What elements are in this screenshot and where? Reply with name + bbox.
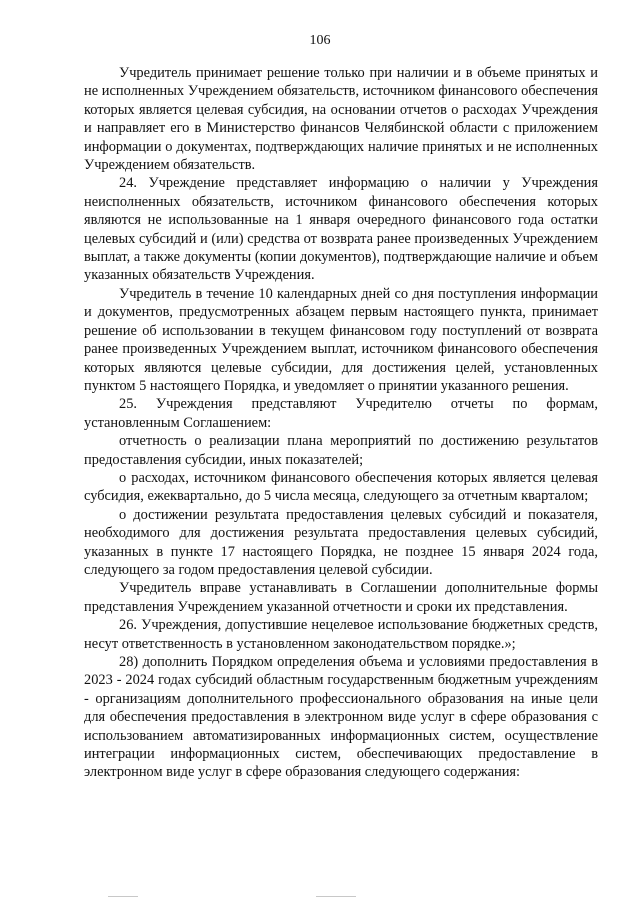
paragraph-24: 24. Учреждение представляет информацию о наличии у Учреждения неисполненных обязательств, источником финансового обеспечения которых являются не использованные на 1 января очередного финансового года остатки целевых субсидий и (или) средства от возврата ранее произведенных Учреждением выплат, а также документы (копии документов), подтверждающие наличие и объем указанных обязательств Учреждения. xyxy=(84,175,598,284)
paragraph-founder-ten-days: Учредитель в течение 10 календарных дней со дня поступления информации и документов, предусмотренных абзацем первым настоящего пункта, принимает решение об использовании в текущем финансовом году поступлений от возврата ранее произведенных Учреждением выплат, источником финансового обеспечения которых являются целевые субсидии, для достижения целей, установленных пунктом 5 настоящего Порядка, и уведомляет о принятии указанного решения. xyxy=(84,285,598,394)
paragraph-26: 26. Учреждения, допустившие нецелевое использование бюджетных средств, несут ответственность в установленном законодательством порядке.»; xyxy=(84,617,598,652)
paragraph-founder-decision: Учредитель принимает решение только при наличии и в объеме принятых и не исполненных Учреждением обязательств, источником финансового обеспечения которых является целевая субсидия, на основании отчетов о расходах Учреждения и направляет его в Министерство финансов Челябинской области с приложением информации о документах, подтверждающих наличие принятых и не исполненных Учреждением обязательств. xyxy=(84,65,598,174)
paragraph-report-results: о достижении результата предоставления целевых субсидий и показателя, необходимого для достижения результата предоставления целевых субсидий, указанных в пункте 17 настоящего Порядка, не позднее 15 января 2024 года, следующего за годом предоставления целевой субсидии. xyxy=(84,506,598,578)
paragraph-25: 25. Учреждения представляют Учредителю отчеты по формам, установленным Соглашением: xyxy=(84,396,598,431)
paragraph-additional-forms: Учредитель вправе устанавливать в Соглашении дополнительные формы представления Учреждением указанной отчетности и сроки их представления. xyxy=(84,580,598,615)
paragraph-28: 28) дополнить Порядком определения объема и условиями предоставления в 2023 - 2024 годах субсидий областным государственным бюджетным учреждениям - организациям дополнительного профессионального образования на иные цели для обеспечения предоставления в электронном виде услуг в сфере образования с использованием автоматизированных информационных систем, осуществление интеграции информационных систем, обеспечивающих предоставление в электронном виде услуг в сфере образования следующего содержания: xyxy=(84,654,598,781)
paragraph-report-plan: отчетность о реализации плана мероприятий по достижению результатов предоставления субсидии, иных показателей; xyxy=(84,433,598,468)
page-number: 106 xyxy=(309,33,331,48)
paragraph-report-expenses: о расходах, источником финансового обеспечения которых является целевая субсидия, ежеквартально, до 5 числа месяца, следующего за отчетным кварталом; xyxy=(84,469,598,505)
document-body xyxy=(84,64,598,782)
scan-artifact xyxy=(316,896,356,897)
scan-artifact xyxy=(108,896,138,897)
